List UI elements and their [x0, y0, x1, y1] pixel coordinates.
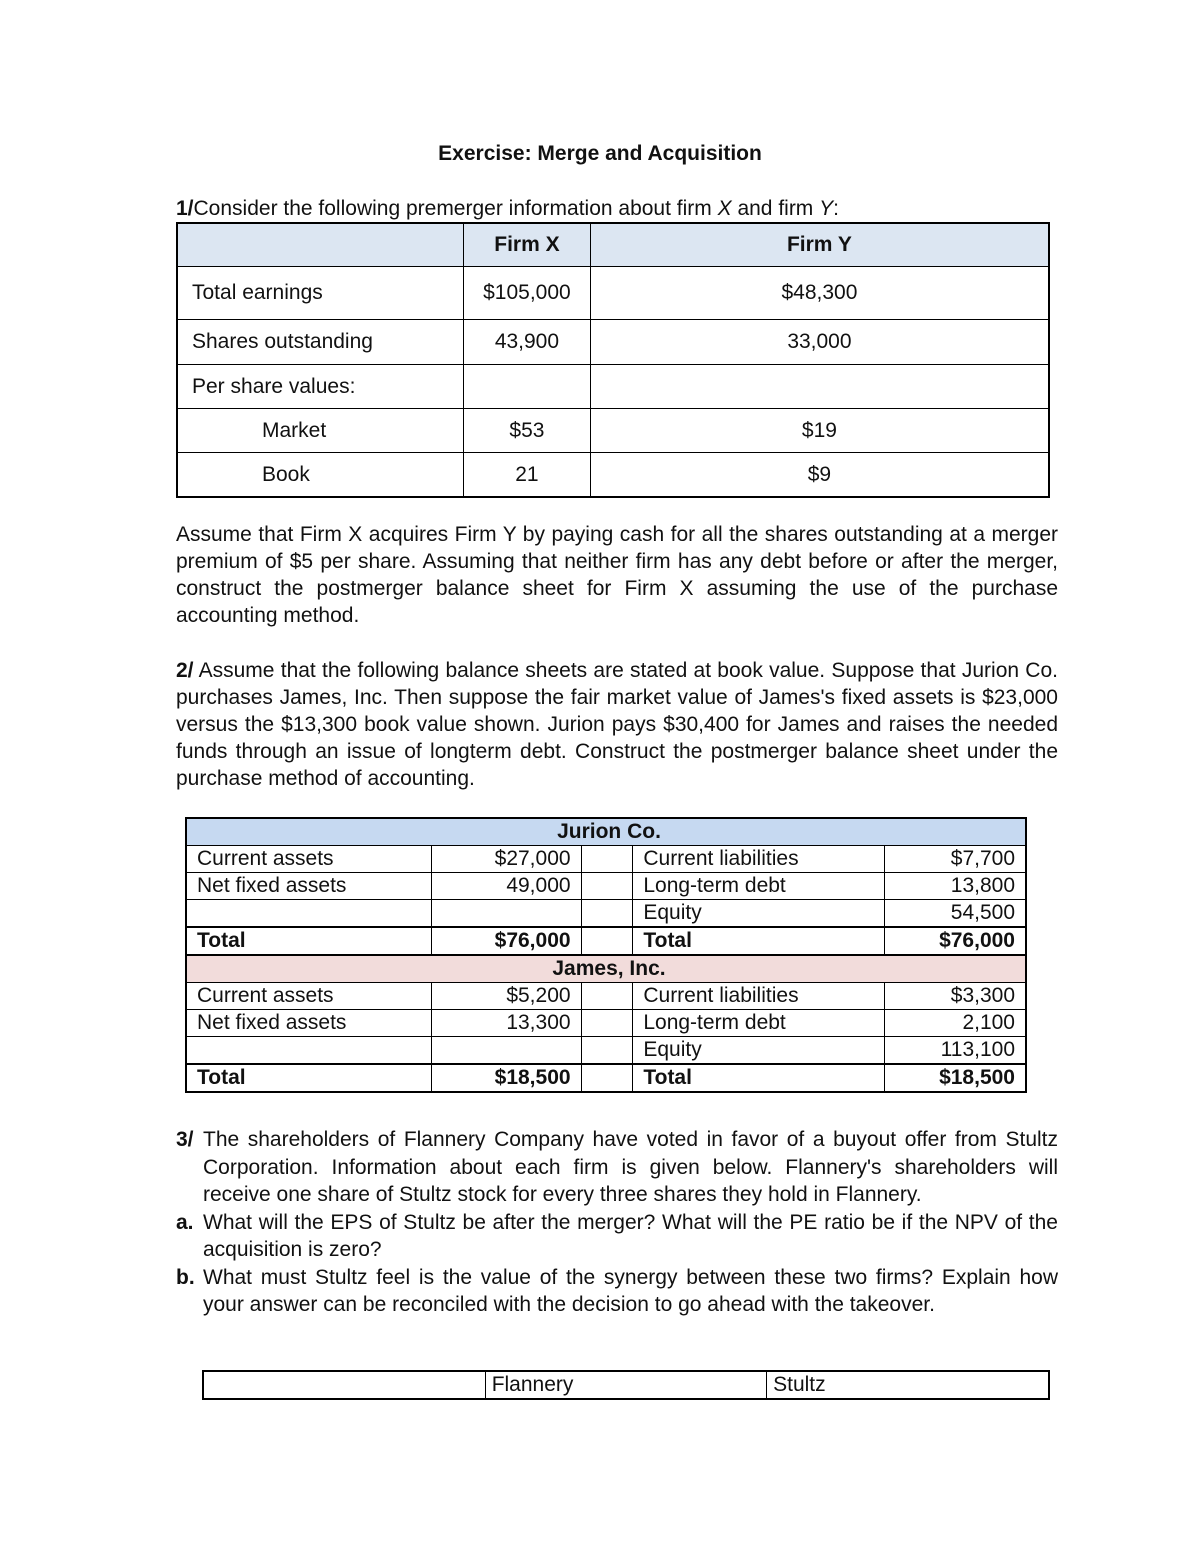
- liability-total-value: $76,000: [884, 927, 1026, 955]
- jurion-header: Jurion Co.: [186, 818, 1026, 846]
- firm-y-value: $9: [590, 453, 1049, 498]
- q1-number: 1/: [176, 197, 194, 220]
- firm-x-value: 43,900: [464, 320, 591, 365]
- asset-value: $27,000: [431, 846, 581, 873]
- jurion-total-row: [186, 927, 1026, 955]
- q1-intro: [176, 197, 839, 221]
- premerger-table: [176, 222, 1050, 498]
- q1-intro-text-2: and firm: [731, 197, 820, 220]
- q1-paragraph: Assume that Firm X acquires Firm Y by paying cash for all the shares outstanding at a merger premium of $5 per share. Assuming that neither firm has any debt before or after the merger, construct the postmerger balance sheet for Firm X assuming the use of the purchase accounting method.: [176, 523, 1058, 627]
- firm-y-value: 33,000: [590, 320, 1049, 365]
- firm-x-value: [464, 365, 591, 409]
- asset-label: Net fixed assets: [186, 873, 431, 900]
- asset-total-label: Total: [186, 1064, 431, 1092]
- row-label: Market: [177, 409, 464, 453]
- liability-label: Long-term debt: [633, 1010, 884, 1037]
- q3-text: The shareholders of Flannery Company have voted in favor of a buyout offer from Stultz Corporation. Information about each firm is given below. Flannery's shareholders will receive one share of Stultz stock for every three shares they hold in Flannery.: [203, 1128, 1058, 1206]
- firm-y-value: $48,300: [590, 267, 1049, 320]
- spacer-cell: [581, 846, 633, 873]
- q3-part-a: [176, 1209, 1058, 1264]
- row-label: Total earnings: [177, 267, 464, 320]
- spacer-cell: [581, 1064, 633, 1092]
- spacer-cell: [581, 900, 633, 928]
- header-blank: [203, 1371, 485, 1399]
- liability-value: 113,100: [884, 1037, 1026, 1065]
- q3-part-a-mark: a.: [176, 1210, 194, 1234]
- james-total-row: [186, 1064, 1026, 1092]
- asset-value: 13,300: [431, 1010, 581, 1037]
- table-row: [186, 873, 1026, 900]
- page-title: Exercise: Merge and Acquisition: [438, 142, 762, 165]
- liability-total-label: Total: [633, 927, 884, 955]
- spacer-cell: [581, 873, 633, 900]
- asset-label: Net fixed assets: [186, 1010, 431, 1037]
- balance-sheet-table: [185, 817, 1027, 1093]
- q2-paragraph: [176, 657, 1058, 792]
- firm-y-value: [590, 365, 1049, 409]
- james-header: James, Inc.: [186, 955, 1026, 983]
- firm-x-value: 21: [464, 453, 591, 498]
- asset-label: Current assets: [186, 983, 431, 1010]
- premerger-header-firm-y: Firm Y: [590, 223, 1049, 267]
- table-row: [186, 983, 1026, 1010]
- q1-intro-firm-x: X: [717, 197, 732, 220]
- asset-total-value: $76,000: [431, 927, 581, 955]
- header-stultz: Stultz: [767, 1371, 1049, 1399]
- asset-total-value: $18,500: [431, 1064, 581, 1092]
- q3-number: 3/: [176, 1128, 194, 1151]
- q3-part-b: [176, 1264, 1058, 1319]
- table-row: [186, 846, 1026, 873]
- premerger-header-firm-x: Firm X: [464, 223, 591, 267]
- liability-value: 54,500: [884, 900, 1026, 928]
- james-header-row: [186, 955, 1026, 983]
- asset-total-label: Total: [186, 927, 431, 955]
- q2-text: Assume that the following balance sheets are stated at book value. Suppose that Jurion Co. purchases James, Inc. Then suppose the fair market value of James's fixed assets is $23,000 versus the $13,300 book value shown. Jurion pays $30,400 for James and raises the needed funds through an issue of longterm debt. Construct the postmerger balance sheet under the purchase method of accounting.: [176, 659, 1058, 790]
- table-row: [177, 320, 1049, 365]
- asset-value: [431, 900, 581, 928]
- q3-question: [176, 1126, 1058, 1209]
- firm-y-value: $19: [590, 409, 1049, 453]
- firm-x-value: $53: [464, 409, 591, 453]
- spacer-cell: [581, 927, 633, 955]
- q3-part-b-mark: b.: [176, 1265, 195, 1289]
- spacer-cell: [581, 1010, 633, 1037]
- row-label: Shares outstanding: [177, 320, 464, 365]
- liability-label: Current liabilities: [633, 846, 884, 873]
- liability-total-label: Total: [633, 1064, 884, 1092]
- header-flannery: Flannery: [485, 1371, 766, 1399]
- asset-value: [431, 1037, 581, 1065]
- q3-block: [176, 1126, 1058, 1319]
- table-row: [203, 1371, 1049, 1399]
- table-row: [186, 1010, 1026, 1037]
- q1-intro-colon: :: [833, 197, 839, 220]
- asset-label: Current assets: [186, 846, 431, 873]
- jurion-header-row: [186, 818, 1026, 846]
- asset-label: [186, 1037, 431, 1065]
- q3-part-b-text: What must Stultz feel is the value of the synergy between these two firms? Explain how your answer can be reconciled with the decision to go ahead with the takeover.: [203, 1265, 1058, 1316]
- asset-value: $5,200: [431, 983, 581, 1010]
- spacer-cell: [581, 983, 633, 1010]
- liability-value: $7,700: [884, 846, 1026, 873]
- liability-label: Equity: [633, 1037, 884, 1065]
- table-row: [177, 409, 1049, 453]
- row-label: Book: [177, 453, 464, 498]
- table-row: [186, 900, 1026, 928]
- table-row: [186, 1037, 1026, 1065]
- liability-total-value: $18,500: [884, 1064, 1026, 1092]
- table-row: [177, 365, 1049, 409]
- table-row: [177, 267, 1049, 320]
- liability-value: 2,100: [884, 1010, 1026, 1037]
- q3-part-a-text: What will the EPS of Stultz be after the merger? What will the PE ratio be if the NPV of the acquisition is zero?: [203, 1210, 1058, 1261]
- asset-label: [186, 900, 431, 928]
- asset-value: 49,000: [431, 873, 581, 900]
- firm-x-value: $105,000: [464, 267, 591, 320]
- liability-label: Equity: [633, 900, 884, 928]
- liability-label: Current liabilities: [633, 983, 884, 1010]
- flannery-stultz-table: [202, 1370, 1050, 1400]
- table-row: [177, 453, 1049, 498]
- spacer-cell: [581, 1037, 633, 1065]
- premerger-header-blank: [177, 223, 464, 267]
- q2-number: 2/: [176, 659, 194, 682]
- liability-label: Long-term debt: [633, 873, 884, 900]
- liability-value: 13,800: [884, 873, 1026, 900]
- q1-intro-firm-y: Y: [819, 197, 834, 220]
- premerger-header-row: [177, 223, 1049, 267]
- row-label: Per share values:: [177, 365, 464, 409]
- q1-intro-text: Consider the following premerger information about firm: [193, 197, 718, 220]
- liability-value: $3,300: [884, 983, 1026, 1010]
